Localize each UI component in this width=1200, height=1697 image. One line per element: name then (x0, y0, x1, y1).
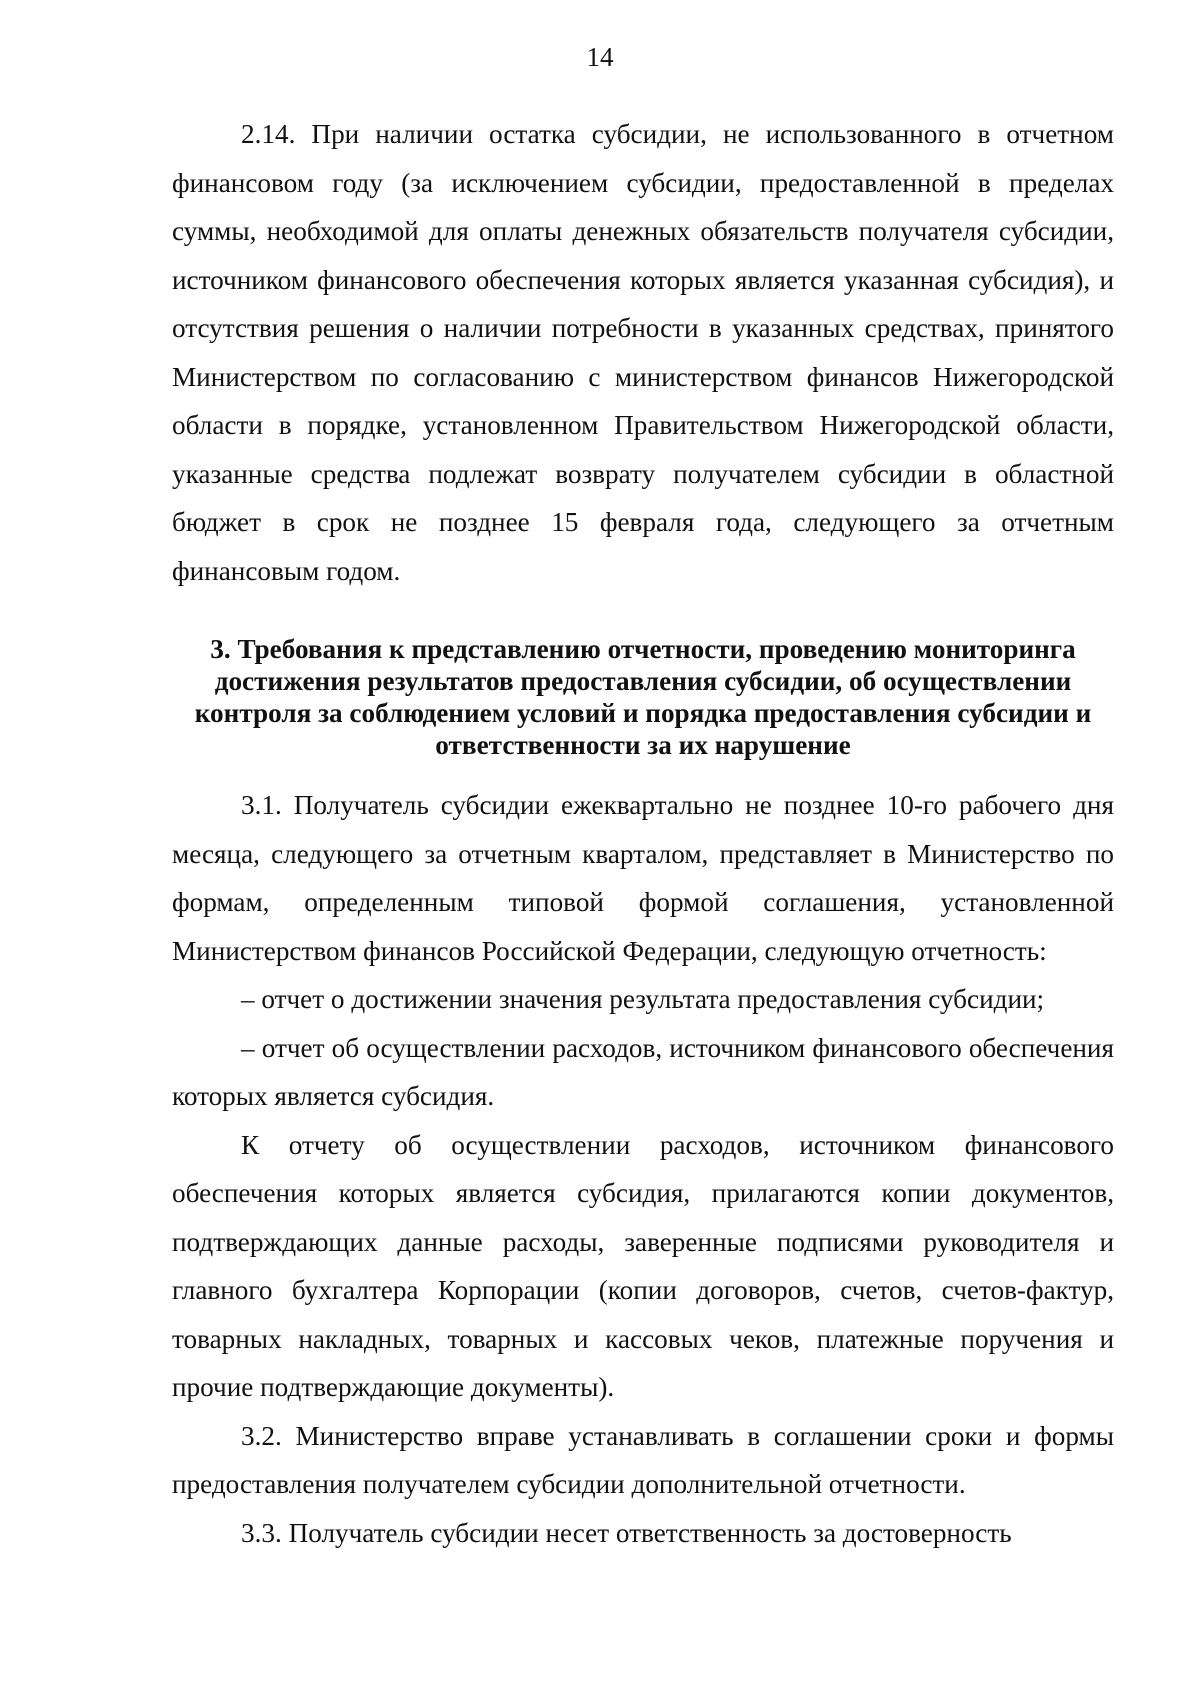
page-content (172, 110, 1114, 1557)
paragraph-2-14: 2.14. При наличии остатка субсидии, не использованного в отчетном финансовом году (за исключением субсидии, предоставленной в пределах суммы, необходимой для оплаты денежных обязательств получателя субсидии, источником финансового обеспечения которых является указанная субсидия), и отсутствия решения о наличии потребности в указанных средствах, принятого Министерством по согласованию с министерством финансов Нижегородской области в порядке, установленном Правительством Нижегородской области, указанные средства подлежат возврату получателем субсидии в областной бюджет в срок не позднее 15 февраля года, следующего за отчетным финансовым годом. (172, 119, 1114, 586)
page-number: 14 (586, 42, 614, 72)
paragraph-3-1-attachments: К отчету об осуществлении расходов, источником финансового обеспечения которых является субсидия, прилагаются копии документов, подтверждающих данные расходы, заверенные подписями руководителя и главного бухгалтера Корпорации (копии договоров, счетов, счетов-фактур, товарных накладных, товарных и кассовых чеков, платежные поручения и прочие подтверждающие документы). (172, 1129, 1114, 1402)
paragraph-3-3: 3.3. Получатель субсидии несет ответственность за достоверность (241, 1517, 1012, 1548)
paragraph-3-1: 3.1. Получатель субсидии ежеквартально не позднее 10-го рабочего дня месяца, следующего за отчетным кварталом, представляет в Министерство по формам, определенным типовой формой соглашения, установленной Министерством финансов Российской Федерации, следующую отчетность: (172, 790, 1114, 966)
paragraph-3-1-item-1: – отчет о достижении значения результата предоставления субсидии; (241, 984, 1045, 1014)
paragraph-3-2: 3.2. Министерство вправе устанавливать в соглашении сроки и формы предоставления получателем субсидии дополнительной отчетности. (172, 1420, 1114, 1499)
paragraph-3-1-item-2: – отчет об осуществлении расходов, источником финансового обеспечения которых является субсидия. (172, 1032, 1114, 1111)
section-3-heading: 3. Требования к представлению отчетности, проведению мониторинга достижения результатов предоставления субсидии, об осуществлении контроля за соблюдением условий и порядка предоставления субсидии и ответственности за их нарушение (194, 634, 1092, 760)
